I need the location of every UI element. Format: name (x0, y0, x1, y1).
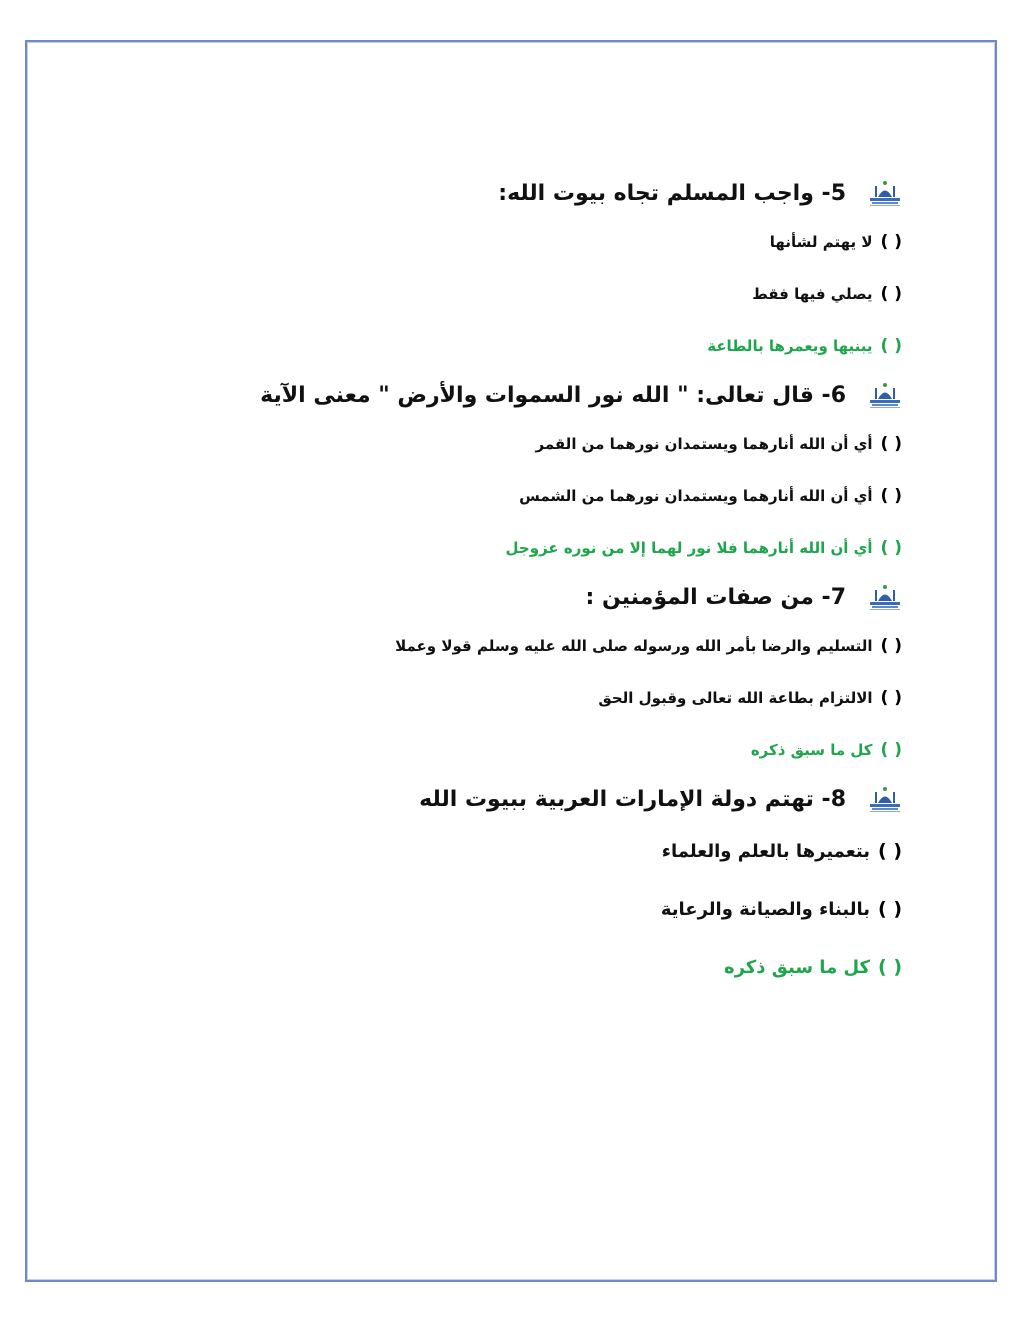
answer-parenthesis: ( ) (880, 434, 902, 454)
option-7a[interactable] (60, 620, 902, 672)
option-6a[interactable] (60, 418, 902, 470)
question-title: 5- واجب المسلم تجاه بيوت الله: (498, 180, 846, 206)
question-header (60, 776, 902, 822)
answer-parenthesis: ( ) (880, 486, 902, 506)
option-text: بالبناء والصيانة والرعاية (660, 898, 871, 920)
answer-parenthesis: ( ) (880, 336, 902, 356)
mosque-logo-icon (868, 380, 902, 410)
option-7c[interactable] (60, 724, 902, 776)
worksheet-content (60, 170, 902, 996)
answer-parenthesis: ( ) (878, 956, 902, 978)
question-title: 7- من صفات المؤمنين : (585, 584, 846, 610)
mosque-logo-icon (868, 582, 902, 612)
option-8a[interactable] (60, 822, 902, 880)
option-6c[interactable] (60, 522, 902, 574)
question-header (60, 574, 902, 620)
option-8b[interactable] (60, 880, 902, 938)
option-text: أي أن الله أنارهما ويستمدان نورهما من القمر (535, 435, 873, 453)
answer-parenthesis: ( ) (878, 898, 902, 920)
answer-parenthesis: ( ) (880, 284, 902, 304)
question-header (60, 170, 902, 216)
option-text: يبنيها ويعمرها بالطاعة (707, 337, 873, 355)
question-header (60, 372, 902, 418)
mosque-logo-icon (868, 178, 902, 208)
answer-parenthesis: ( ) (880, 538, 902, 558)
question-5 (60, 170, 902, 372)
answer-parenthesis: ( ) (880, 636, 902, 656)
answer-parenthesis: ( ) (878, 840, 902, 862)
question-7 (60, 574, 902, 776)
answer-parenthesis: ( ) (880, 232, 902, 252)
option-text: لا يهتم لشأنها (769, 233, 873, 251)
option-8c[interactable] (60, 938, 902, 996)
option-5c[interactable] (60, 320, 902, 372)
option-text: أي أن الله أنارهما ويستمدان نورهما من الشمس (519, 487, 873, 505)
option-7b[interactable] (60, 672, 902, 724)
question-6 (60, 372, 902, 574)
question-title: 8- تهتم دولة الإمارات العربية ببيوت الله (419, 786, 846, 812)
option-text: كل ما سبق ذكره (723, 956, 871, 978)
option-5a[interactable] (60, 216, 902, 268)
option-text: كل ما سبق ذكره (750, 741, 873, 759)
question-8 (60, 776, 902, 996)
option-text: الالتزام بطاعة الله تعالى وقبول الحق (598, 689, 873, 707)
option-text: بتعميرها بالعلم والعلماء (661, 840, 871, 862)
answer-parenthesis: ( ) (880, 740, 902, 760)
question-title: 6- قال تعالى: " الله نور السموات والأرض " معنى الآية (260, 382, 846, 408)
option-5b[interactable] (60, 268, 902, 320)
option-6b[interactable] (60, 470, 902, 522)
mosque-logo-icon (868, 784, 902, 814)
answer-parenthesis: ( ) (880, 688, 902, 708)
option-text: أي أن الله أنارهما فلا نور لهما إلا من نوره عزوجل (505, 539, 873, 557)
option-text: التسليم والرضا بأمر الله ورسوله صلى الله عليه وسلم قولا وعملا (395, 637, 873, 655)
option-text: يصلي فيها فقط (752, 285, 873, 303)
